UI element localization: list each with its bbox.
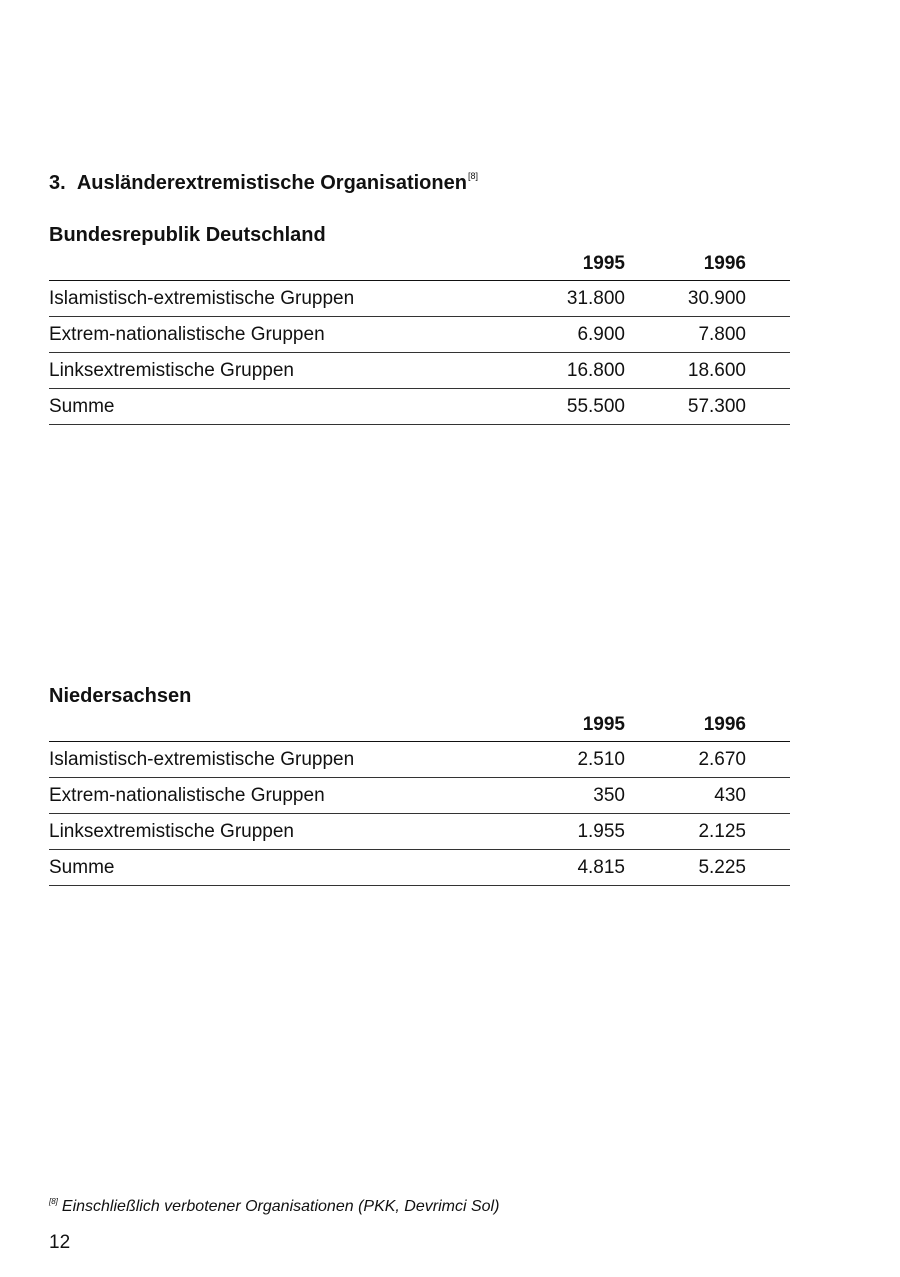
value-1996: 2.670	[625, 742, 746, 778]
value-1996: 57.300	[625, 389, 746, 425]
value-1995: 31.800	[507, 281, 625, 317]
value-1995: 2.510	[507, 742, 625, 778]
table-header-row	[49, 248, 790, 281]
value-1996: 7.800	[625, 317, 746, 353]
table-title: Bundesrepublik Deutschland	[49, 224, 326, 246]
value-1996: 2.125	[625, 814, 746, 850]
footnote	[49, 1197, 499, 1216]
value-1996: 30.900	[625, 281, 746, 317]
value-1996: 5.225	[625, 850, 746, 886]
page-number: 12	[49, 1232, 71, 1253]
table-row	[49, 814, 790, 850]
column-spacer	[746, 709, 790, 742]
table-row	[49, 742, 790, 778]
footnote-text: Einschließlich verbotener Organisationen (PKK, Devrimci Sol)	[61, 1198, 500, 1215]
footnote-marker: [8]	[49, 1197, 58, 1206]
column-header-1995: 1995	[507, 709, 625, 742]
section-number: 3.	[49, 172, 66, 194]
column-header-1995: 1995	[507, 248, 625, 281]
value-1995: 4.815	[507, 850, 625, 886]
value-1996: 18.600	[625, 353, 746, 389]
column-header-1996: 1996	[625, 709, 746, 742]
column-header-1996: 1996	[625, 248, 746, 281]
table-row	[49, 317, 790, 353]
value-1995: 55.500	[507, 389, 625, 425]
row-spacer	[746, 850, 790, 886]
row-label: Extrem-nationalistische Gruppen	[49, 778, 507, 814]
table-row-total	[49, 850, 790, 886]
table-block-bundesrepublik	[49, 222, 790, 425]
value-1995: 350	[507, 778, 625, 814]
table-block-niedersachsen	[49, 683, 790, 886]
row-spacer	[746, 389, 790, 425]
row-spacer	[746, 778, 790, 814]
column-header-label	[49, 248, 507, 281]
table-row	[49, 353, 790, 389]
data-table	[49, 709, 790, 886]
table-row-total	[49, 389, 790, 425]
row-spacer	[746, 742, 790, 778]
table-row	[49, 281, 790, 317]
table-row	[49, 778, 790, 814]
row-spacer	[746, 317, 790, 353]
row-label: Islamistisch-extremistische Gruppen	[49, 281, 507, 317]
column-spacer	[746, 248, 790, 281]
row-label: Summe	[49, 850, 507, 886]
row-label: Linksextremistische Gruppen	[49, 353, 507, 389]
row-label: Islamistisch-extremistische Gruppen	[49, 742, 507, 778]
data-table	[49, 248, 790, 425]
column-header-label	[49, 709, 507, 742]
value-1995: 16.800	[507, 353, 625, 389]
row-label: Summe	[49, 389, 507, 425]
row-label: Extrem-nationalistische Gruppen	[49, 317, 507, 353]
row-label: Linksextremistische Gruppen	[49, 814, 507, 850]
footnote-reference: [8]	[467, 171, 478, 181]
value-1995: 1.955	[507, 814, 625, 850]
table-header-row	[49, 709, 790, 742]
section-heading	[49, 171, 478, 195]
row-spacer	[746, 281, 790, 317]
section-title: Ausländerextremistische Organisationen	[76, 172, 467, 194]
table-title: Niedersachsen	[49, 685, 192, 707]
value-1995: 6.900	[507, 317, 625, 353]
row-spacer	[746, 353, 790, 389]
value-1996: 430	[625, 778, 746, 814]
row-spacer	[746, 814, 790, 850]
